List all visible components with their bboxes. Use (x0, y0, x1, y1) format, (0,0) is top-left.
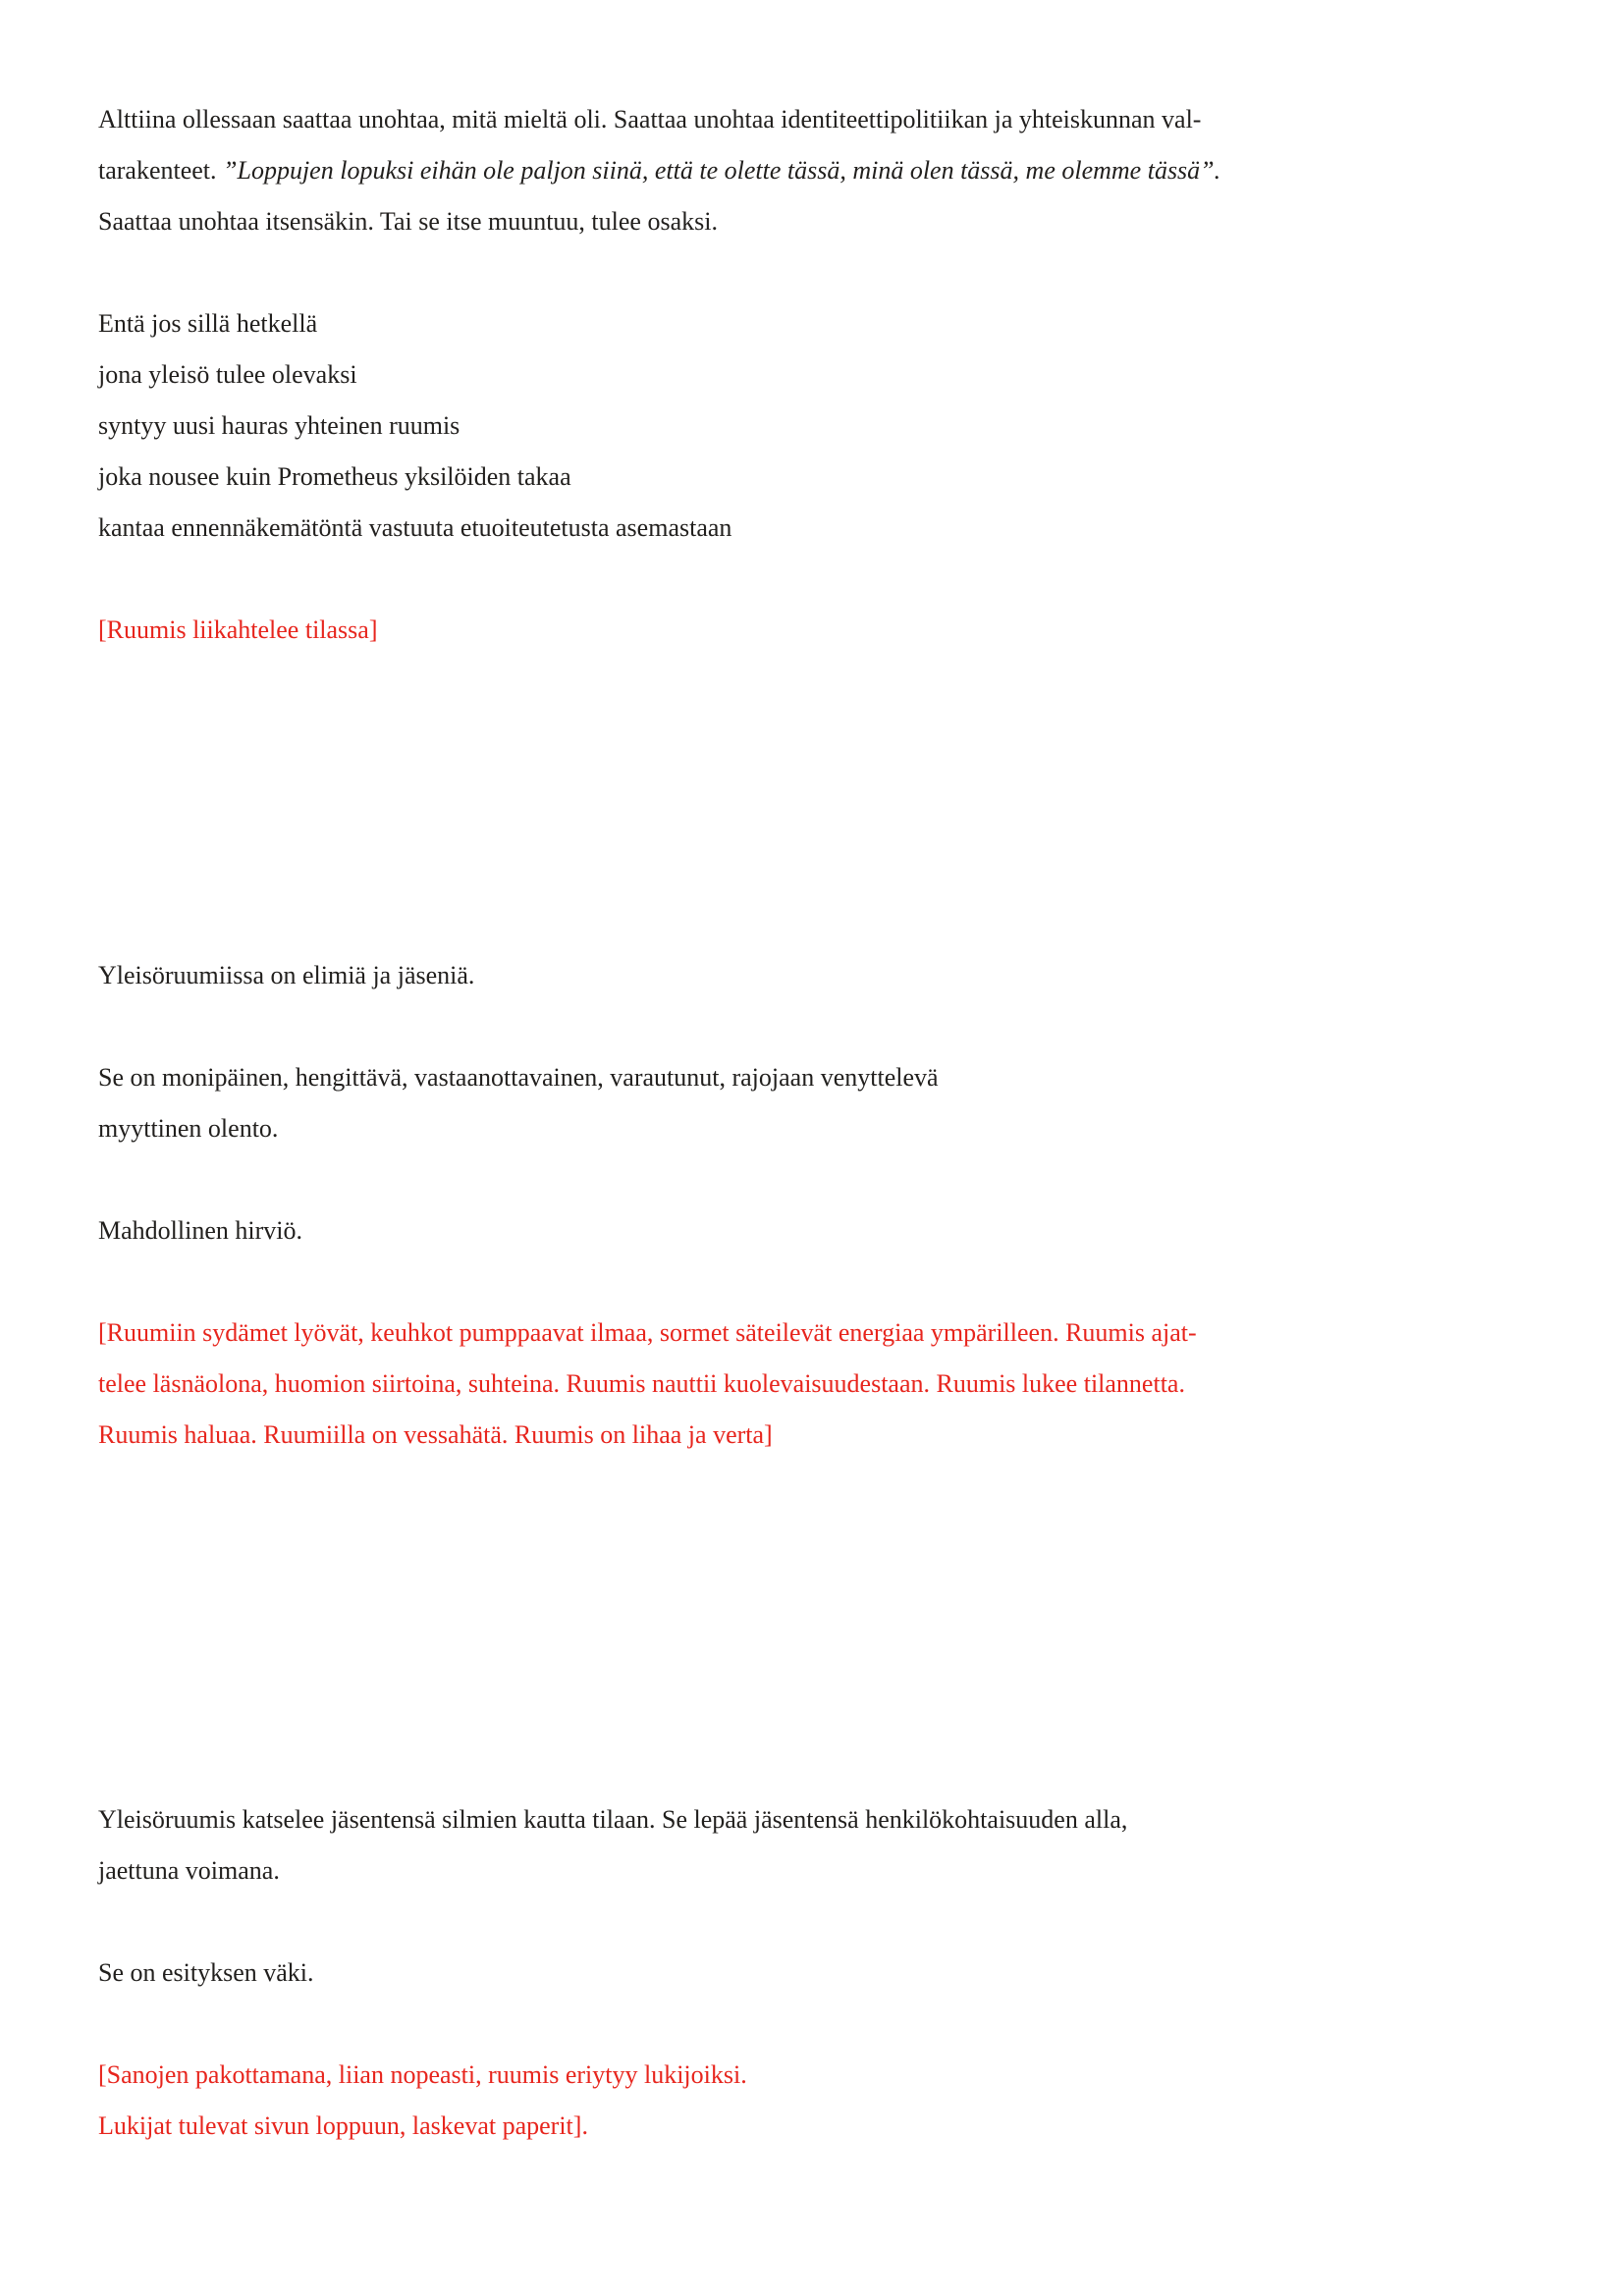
paragraph-intro-line (98, 145, 1526, 196)
stage-direction-hearts-beat (98, 1308, 1526, 1461)
stage-direction-body-moves (98, 605, 1526, 656)
paragraph-intro-line (98, 94, 1526, 145)
body-text: Mahdollinen hirviö. (98, 1216, 302, 1245)
stage-direction-line: [Sanojen pakottamana, liian nopeasti, ruumis eriytyy lukijoiksi. (98, 2060, 747, 2089)
poem-stanza (98, 298, 1526, 554)
stage-direction-line: [Ruumiin sydämet lyövät, keuhkot pumppaavat ilmaa, sormet säteilevät energiaa ympärilleen. Ruumis ajat- (98, 1318, 1197, 1347)
quoted-text: ”Loppujen lopuksi eihän ole paljon siinä, että te olette tässä, minä olen tässä, me olemme tässä”. (223, 156, 1221, 185)
stage-direction-readers (98, 2050, 1526, 2152)
body-text: Yleisöruumis katselee jäsentensä silmien kautta tilaan. Se lepää jäsentensä henkilökohtaisuuden alla, (98, 1805, 1128, 1834)
body-text: Alttiina ollessaan saattaa unohtaa, mitä mieltä oli. Saattaa unohtaa identiteettipolitiikan ja yhteiskunnan val- (98, 105, 1202, 133)
stanza-line: jona yleisö tulee olevaksi (98, 360, 357, 389)
stanza-line: syntyy uusi hauras yhteinen ruumis (98, 411, 460, 440)
paragraph-mythical-being (98, 1052, 1526, 1154)
stage-direction-line: Lukijat tulevat sivun loppuun, laskevat paperit]. (98, 2111, 588, 2140)
stage-direction-line: telee läsnäolona, huomion siirtoina, suhteina. Ruumis nauttii kuolevaisuudestaan. Ruumis lukee tilannetta. (98, 1369, 1185, 1398)
stage-direction-line: [Ruumis liikahtelee tilassa] (98, 615, 378, 644)
stanza-line: joka nousee kuin Prometheus yksilöiden takaa (98, 462, 571, 491)
stanza-line: Entä jos sillä hetkellä (98, 309, 318, 338)
body-text: Yleisöruumiissa on elimiä ja jäseniä. (98, 961, 475, 989)
paragraph-audience-body-watches (98, 1794, 1526, 1896)
stage-direction-line: Ruumis haluaa. Ruumiilla on vessahätä. Ruumis on lihaa ja verta] (98, 1420, 773, 1449)
body-text: Saattaa unohtaa itsensäkin. Tai se itse muuntuu, tulee osaksi. (98, 207, 718, 236)
body-text: myyttinen olento. (98, 1114, 279, 1143)
paragraph-possible-monster (98, 1205, 1526, 1256)
stanza-line: kantaa ennennäkemätöntä vastuuta etuoiteutetusta asemastaan (98, 513, 732, 542)
body-text: Se on esityksen väki. (98, 1958, 314, 1987)
paragraph-performance-folk (98, 1948, 1526, 1999)
paragraph-intro (98, 94, 1526, 247)
paragraph-intro-line (98, 196, 1526, 247)
body-text: jaettuna voimana. (98, 1856, 280, 1885)
body-text: Se on monipäinen, hengittävä, vastaanottavainen, varautunut, rajojaan venyttelevä (98, 1063, 939, 1092)
paragraph-organs (98, 950, 1526, 1001)
body-text: tarakenteet. (98, 156, 224, 185)
